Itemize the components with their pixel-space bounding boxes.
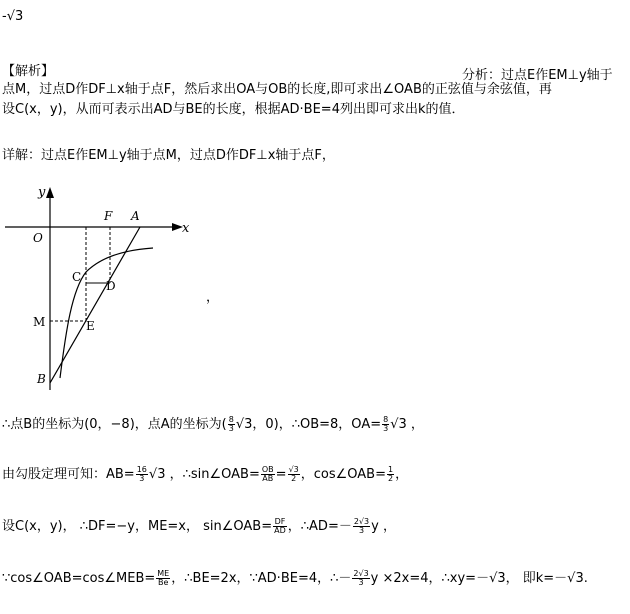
coords-frac-den: 3 <box>228 424 234 433</box>
geometry-figure <box>0 180 200 395</box>
label-d: D <box>106 279 116 293</box>
figure-trailing-comma: ， <box>206 290 220 305</box>
label-y: y <box>38 185 46 200</box>
label-x: x <box>182 221 190 236</box>
pythagoras-line: 由勾股定理可知：AB= $\frac{16}{3}$ √3 ，∴sin∠OAB= $\frac{OB}{AB}$ = $\frac{√3}{2}$ ，cos∠OAB= $\frac{1}{2}$ ， <box>2 465 409 483</box>
label-a: A <box>131 209 140 223</box>
set-c-line: 设C(x，y)， ∴DF=−y，ME=x， sin∠OAB= $\frac{DF}{AD}$ ，∴AD=－ $\frac{2√3}{3}$ y ， <box>2 517 396 535</box>
section-header: 【解析】 <box>2 64 55 79</box>
coords-frac-num: 8 <box>228 415 234 424</box>
detail-line: 详解：过点E作EM⊥y轴于点M，过点D作DF⊥x轴于点F， <box>2 148 335 163</box>
analysis-intro: 分析：过点E作EM⊥y轴于 <box>462 68 613 83</box>
cos-line: ∵cos∠OAB=cos∠MEB= $\frac{ME}{Be}$ ，∴BE=2x，∵AD·BE=4，∴－ $\frac{2√3}{3}$ y ×2x=4，∴xy=－√3， 即k=－√3. <box>2 569 588 587</box>
label-c: C <box>72 270 82 284</box>
label-f: F <box>104 209 113 223</box>
label-e: E <box>86 319 95 333</box>
oa-frac-den: 3 <box>383 424 389 433</box>
label-b: B <box>37 372 46 386</box>
label-o: O <box>33 231 43 245</box>
hyperbola-curve <box>60 248 153 378</box>
top-fragment: -√3 <box>2 9 24 24</box>
analysis-line-3: 设C(x，y)，从而可表示出AD与BE的长度，根据AD·BE=4列出即可求出k的值． <box>2 102 465 117</box>
line-ab <box>50 227 140 383</box>
analysis-line-2: 点M，过点D作DF⊥x轴于点F，然后求出OA与OB的长度,即可求出∠OAB的正弦值与余弦值，再 <box>2 82 552 97</box>
label-m: M <box>33 315 46 329</box>
oa-frac-num: 8 <box>383 415 389 424</box>
coordinates-line: ∴点B的坐标为(0，−8)，点A的坐标为( $\frac{8}{3}$ √3，0)，∴OB=8，OA= $\frac{8}{3}$ √3 ， <box>2 415 424 433</box>
y-axis-arrow <box>46 187 54 198</box>
